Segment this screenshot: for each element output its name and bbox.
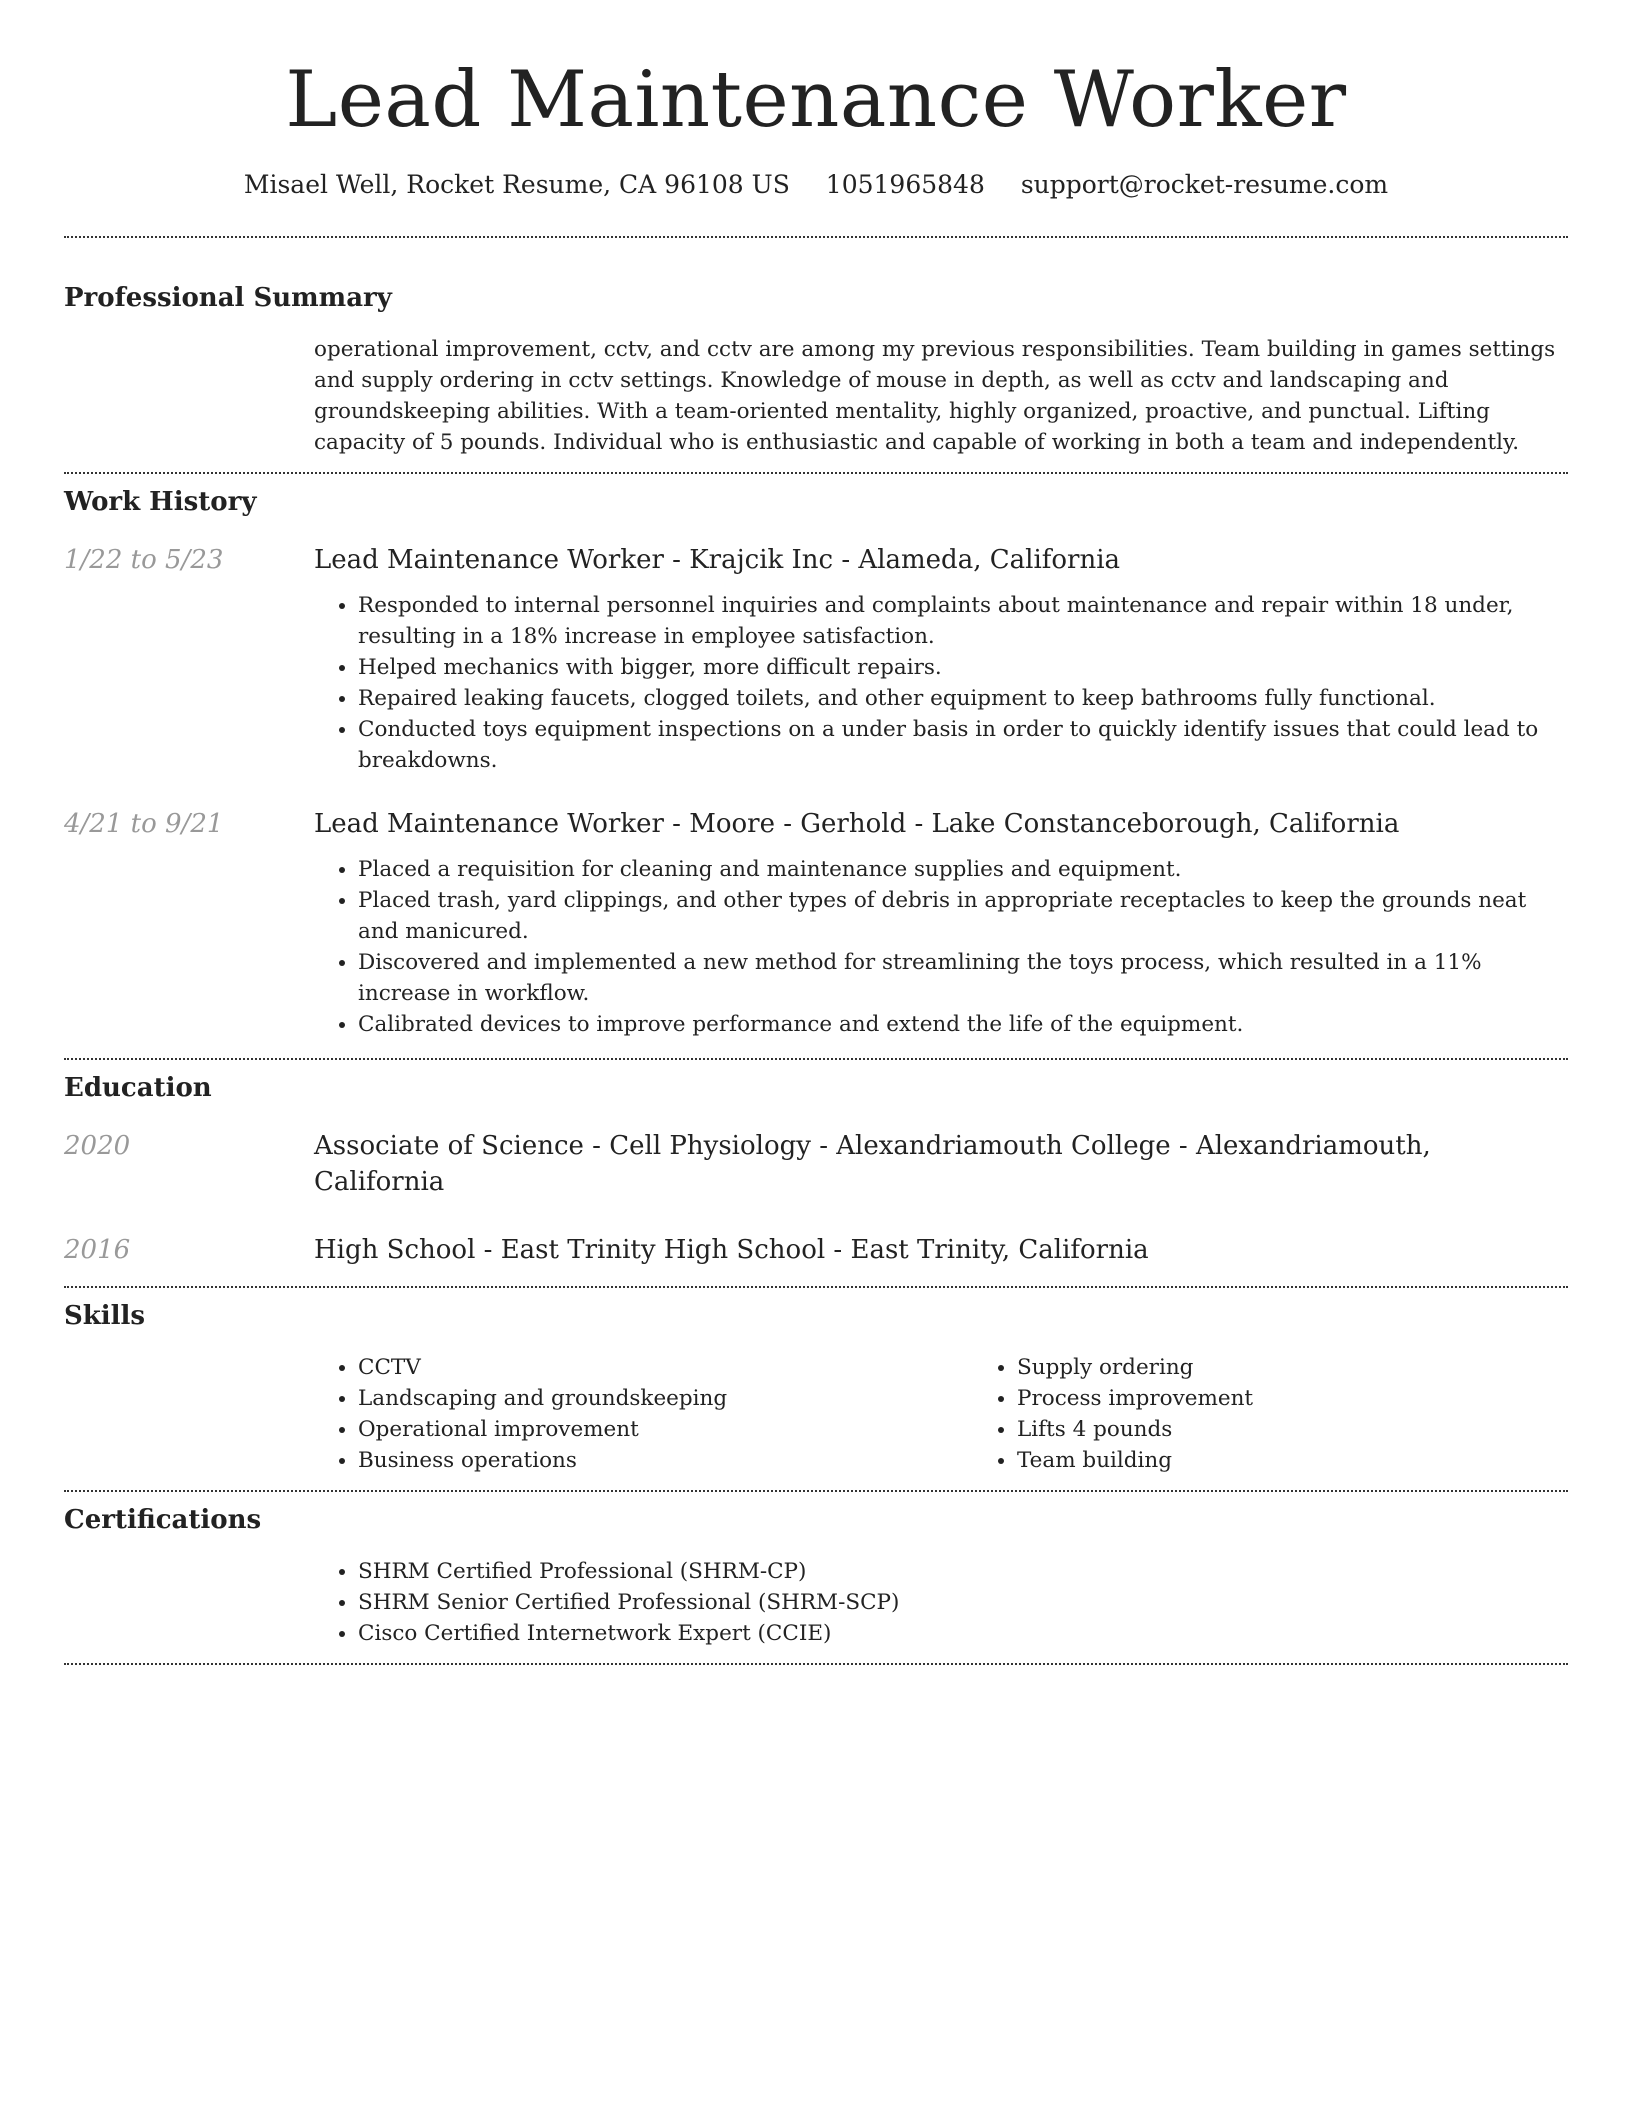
education-entry [64,1232,1568,1268]
certification-item: • SHRM Senior Certified Professional (SHRM-SCP) [358,1587,1568,1618]
contact-info [64,168,1568,202]
certifications-section [64,1492,1568,1649]
job-details: - Moore - Gerhold - Lake Constanceborough, California [663,809,1400,839]
phone-text: 1051965848 [825,170,985,199]
certifications-list [314,1556,1568,1649]
education-year: 2016 [64,1235,131,1265]
job-bullet: • Responded to internal personnel inquiries and complaints about maintenance and repair within 18 under, resulting in a 18% increase in employee satisfaction. [358,590,1568,652]
job-bullet: • Helped mechanics with bigger, more difficult repairs. [358,652,1568,683]
skills-section [64,1288,1568,1476]
education-entry [64,1128,1568,1200]
job-heading [314,806,1568,842]
work-section [64,474,1568,1040]
job-dates: 1/22 to 5/23 [64,545,224,575]
skills-heading: Skills [64,1301,146,1331]
skill-item: • Process improvement [1017,1383,1632,1414]
skill-item: • Supply ordering [1017,1352,1632,1383]
education-section [64,1060,1568,1268]
skill-item: • CCTV [358,1352,973,1383]
education-details: - Alexandriamouth College - Alexandriamouth, California [314,1131,1431,1197]
job-entry [64,542,1568,776]
resume-title: Lead Maintenance Worker [285,55,1347,145]
job-bullet: • Conducted toys equipment inspections on a under basis in order to quickly identify issues that could lead to breakdowns. [358,714,1568,776]
job-bullet: • Discovered and implemented a new method for streamlining the toys process, which resulted in a 11% increase in workflow. [358,947,1568,1009]
skill-item: • Lifts 4 pounds [1017,1414,1632,1445]
job-heading [314,542,1568,578]
certification-item: • SHRM Certified Professional (SHRM-CP) [358,1556,1568,1587]
job-role: Lead Maintenance Worker [314,545,664,575]
resume-header [64,0,1568,202]
skill-item: • Team building [1017,1445,1632,1476]
job-role: Lead Maintenance Worker [314,809,664,839]
job-details: - Krajcik Inc - Alameda, California [663,545,1121,575]
work-heading: Work History [64,487,257,517]
skills-list-left [314,1352,973,1476]
skill-item: • Business operations [358,1445,973,1476]
summary-section [64,238,1568,458]
education-details: - East Trinity High School - East Trinity, California [475,1235,1149,1265]
skill-item: • Landscaping and groundskeeping [358,1383,973,1414]
job-bullet: • Placed a requisition for cleaning and maintenance supplies and equipment. [358,854,1568,885]
job-bullets [314,854,1568,1040]
summary-text: operational improvement, cctv, and cctv are among my previous responsibilities. Team building in games settings and supply ordering in cctv settings. Knowledge of mouse in depth, as well as cctv and landscaping and groundskeeping abilities. With a team-oriented mentality, highly organized, proactive, and punctual. Lifting capacity of 5 pounds. Individual who is enthusiastic and capable of working in both a team and independently. [314,337,1556,455]
education-heading: Education [64,1073,212,1103]
job-bullet: • Calibrated devices to improve performance and extend the life of the equipment. [358,1009,1568,1040]
certifications-heading: Certifications [64,1505,262,1535]
job-bullet: • Placed trash, yard clippings, and other types of debris in appropriate receptacles to keep the grounds neat and manicured. [358,885,1568,947]
job-bullets [314,590,1568,776]
skill-item: • Operational improvement [358,1414,973,1445]
certification-item: • Cisco Certified Internetwork Expert (CCIE) [358,1618,1568,1649]
certifications-divider [64,1663,1568,1665]
education-degree: Associate of Science - Cell Physiology [314,1131,811,1161]
email-text: support@rocket-resume.com [1020,170,1389,199]
summary-heading: Professional Summary [64,283,392,313]
skills-list-right [973,1352,1632,1476]
address-text: Misael Well, Rocket Resume, CA 96108 US [243,170,790,199]
skills-columns [314,1352,1632,1476]
education-degree: High School [314,1235,476,1265]
job-entry [64,806,1568,1040]
job-dates: 4/21 to 9/21 [64,809,224,839]
education-year: 2020 [64,1131,131,1161]
job-bullet: • Repaired leaking faucets, clogged toilets, and other equipment to keep bathrooms fully functional. [358,683,1568,714]
